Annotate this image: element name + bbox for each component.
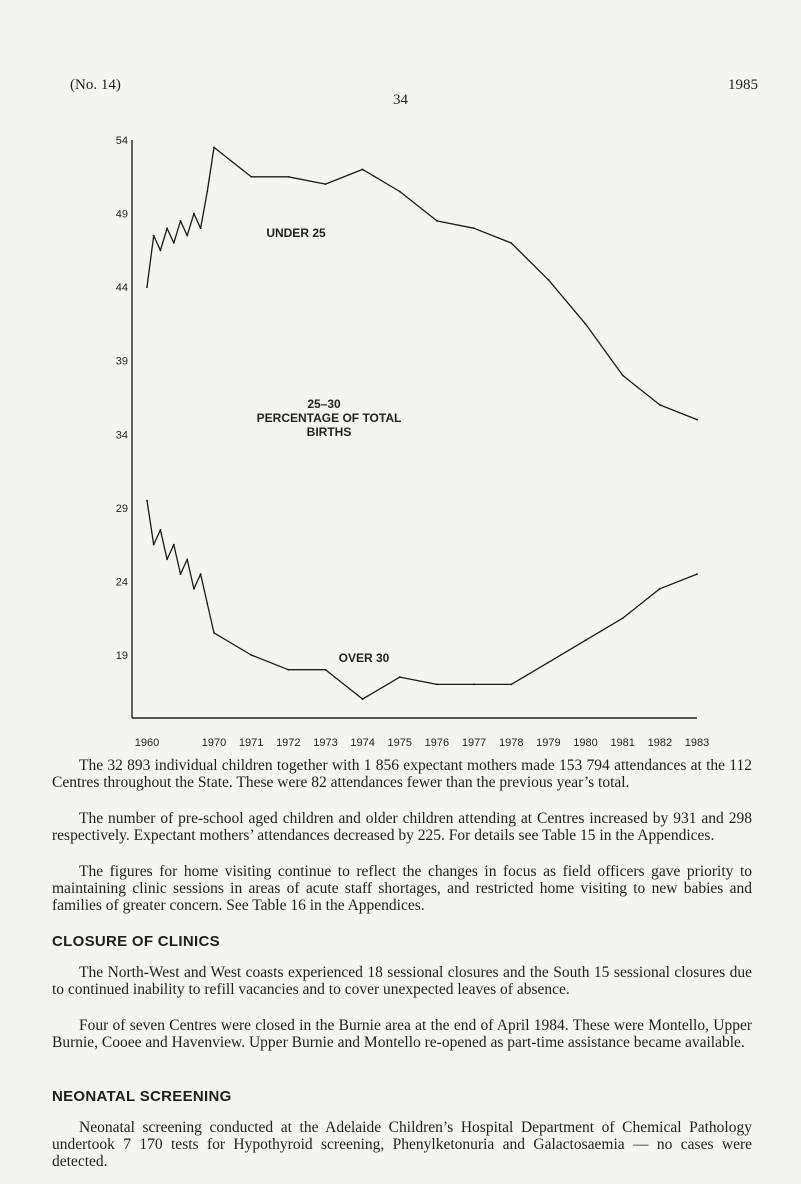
data-point [399, 676, 401, 678]
y-tick-label: 54 [115, 135, 128, 147]
data-point [622, 617, 624, 619]
data-point [547, 661, 549, 663]
paragraph-home-visiting: The figures for home visiting continue to reflect the changes in focus as field officers gave priority to maintaining clinic sessions in areas of acute staff shortages, and restricted home visiting to new babies and families of greater concern. See Table 16 in the Appendices. [52, 863, 752, 914]
data-point [585, 639, 587, 641]
data-point [585, 323, 587, 325]
data-point [166, 227, 168, 229]
data-point [510, 684, 512, 686]
data-point [180, 573, 182, 575]
heading-neonatal-screening: NEONATAL SCREENING [52, 1088, 232, 1105]
series-label-over-30: OVER 30 [338, 651, 390, 665]
data-point [206, 191, 208, 193]
data-point [250, 654, 252, 656]
data-point [659, 588, 661, 590]
x-tick-label: 1975 [387, 737, 413, 749]
x-tick-label: 1981 [610, 737, 635, 749]
data-point [473, 684, 475, 686]
paragraph-increases: The number of pre-school aged children and older children attending at Centres increased by 931 and 298 respectively. Expectant mothers’ attendances decreased by 225. For details see Table 15 in the Appendices. [52, 810, 752, 844]
x-axis-ticks [135, 737, 709, 749]
x-tick-label: 1980 [573, 737, 598, 749]
x-tick-label: 1979 [536, 737, 561, 749]
x-tick-label: 1982 [647, 737, 673, 749]
data-point [153, 544, 155, 546]
data-point [696, 573, 698, 575]
series-label-under-25: UNDER 25 [266, 226, 326, 240]
y-tick-label: 34 [115, 429, 128, 442]
series-points [146, 146, 698, 700]
data-point [325, 183, 327, 185]
annotation-age-range: 25–30 [307, 397, 341, 411]
data-point [160, 529, 162, 531]
data-point [510, 242, 512, 244]
y-tick-label: 29 [115, 502, 128, 515]
data-point [696, 419, 698, 421]
data-point [213, 146, 215, 148]
data-point [166, 558, 168, 560]
y-tick-label: 44 [115, 282, 128, 295]
data-point [146, 286, 148, 288]
x-tick-label: 1974 [350, 737, 375, 749]
data-point [193, 588, 195, 590]
x-tick-label: 1971 [238, 737, 264, 749]
data-point [436, 220, 438, 222]
data-point [206, 603, 208, 605]
paragraph-sessional-closures: The North-West and West coasts experienced 18 sessional closures and the South 15 sessional closures due to continued inability to refill vacancies and to cover unexpected leaves of absence. [52, 964, 752, 998]
series-line-over-30 [147, 501, 697, 700]
paragraph-neonatal-screening: Neonatal screening conducted at the Adelaide Children’s Hospital Department of Chemical Pathology undertook 7 170 tests for Hypothyroid screening, Phenylketonuria and Galactosaemia — no cases were detected. [52, 1119, 752, 1170]
x-tick-label: 1978 [498, 737, 524, 749]
y-axis-ticks [116, 135, 128, 662]
annotation-births: BIRTHS [306, 425, 352, 439]
heading-closure-of-clinics: CLOSURE OF CLINICS [52, 933, 220, 950]
paragraph-attendances: The 32 893 individual children together with 1 856 expectant mothers made 153 794 attendances at the 112 Centres throughout the State. These were 82 attendances fewer than the previous year’s total. [52, 757, 752, 791]
data-point [186, 235, 188, 237]
data-point [186, 558, 188, 560]
data-point [200, 573, 202, 575]
data-point [287, 669, 289, 671]
page-header-right: 1985 [728, 77, 758, 93]
annotation-percentage-of-total: PERCENTAGE OF TOTAL [256, 411, 402, 425]
data-point [160, 249, 162, 251]
series-line-under-25 [147, 147, 697, 419]
data-point [146, 500, 148, 502]
data-point [547, 279, 549, 281]
data-point [193, 213, 195, 215]
data-point [362, 169, 364, 171]
data-point [173, 242, 175, 244]
y-tick-label: 49 [115, 208, 128, 221]
data-point [153, 235, 155, 237]
x-tick-label: 1977 [461, 737, 487, 749]
data-point [399, 191, 401, 193]
data-point [436, 684, 438, 686]
x-tick-label: 1983 [684, 737, 710, 749]
x-tick-label: 1970 [201, 737, 227, 749]
y-tick-label: 24 [115, 576, 128, 589]
data-point [622, 375, 624, 377]
paragraph-burnie-closures: Four of seven Centres were closed in the Burnie area at the end of April 1984. These were Montello, Upper Burnie, Cooee and Havenview. Upper Burnie and Montello re-opened as part-time assistance became available. [52, 1017, 752, 1051]
series-lines [147, 147, 697, 699]
x-tick-label: 1973 [313, 737, 338, 749]
data-point [473, 227, 475, 229]
data-point [180, 220, 182, 222]
data-point [200, 227, 202, 229]
data-point [173, 544, 175, 546]
page-header-left: (No. 14) [70, 77, 121, 93]
data-point [213, 632, 215, 634]
x-tick-label: 1976 [424, 737, 450, 749]
x-tick-label: 1972 [276, 737, 301, 749]
data-point [325, 669, 327, 671]
data-point [362, 698, 364, 700]
data-point [287, 176, 289, 178]
x-tick-label: 1960 [134, 737, 160, 749]
data-point [250, 176, 252, 178]
chart-axes [132, 140, 697, 718]
y-tick-label: 39 [115, 355, 128, 368]
page-number: 34 [393, 92, 408, 108]
y-tick-label: 19 [115, 650, 128, 662]
data-point [659, 404, 661, 406]
